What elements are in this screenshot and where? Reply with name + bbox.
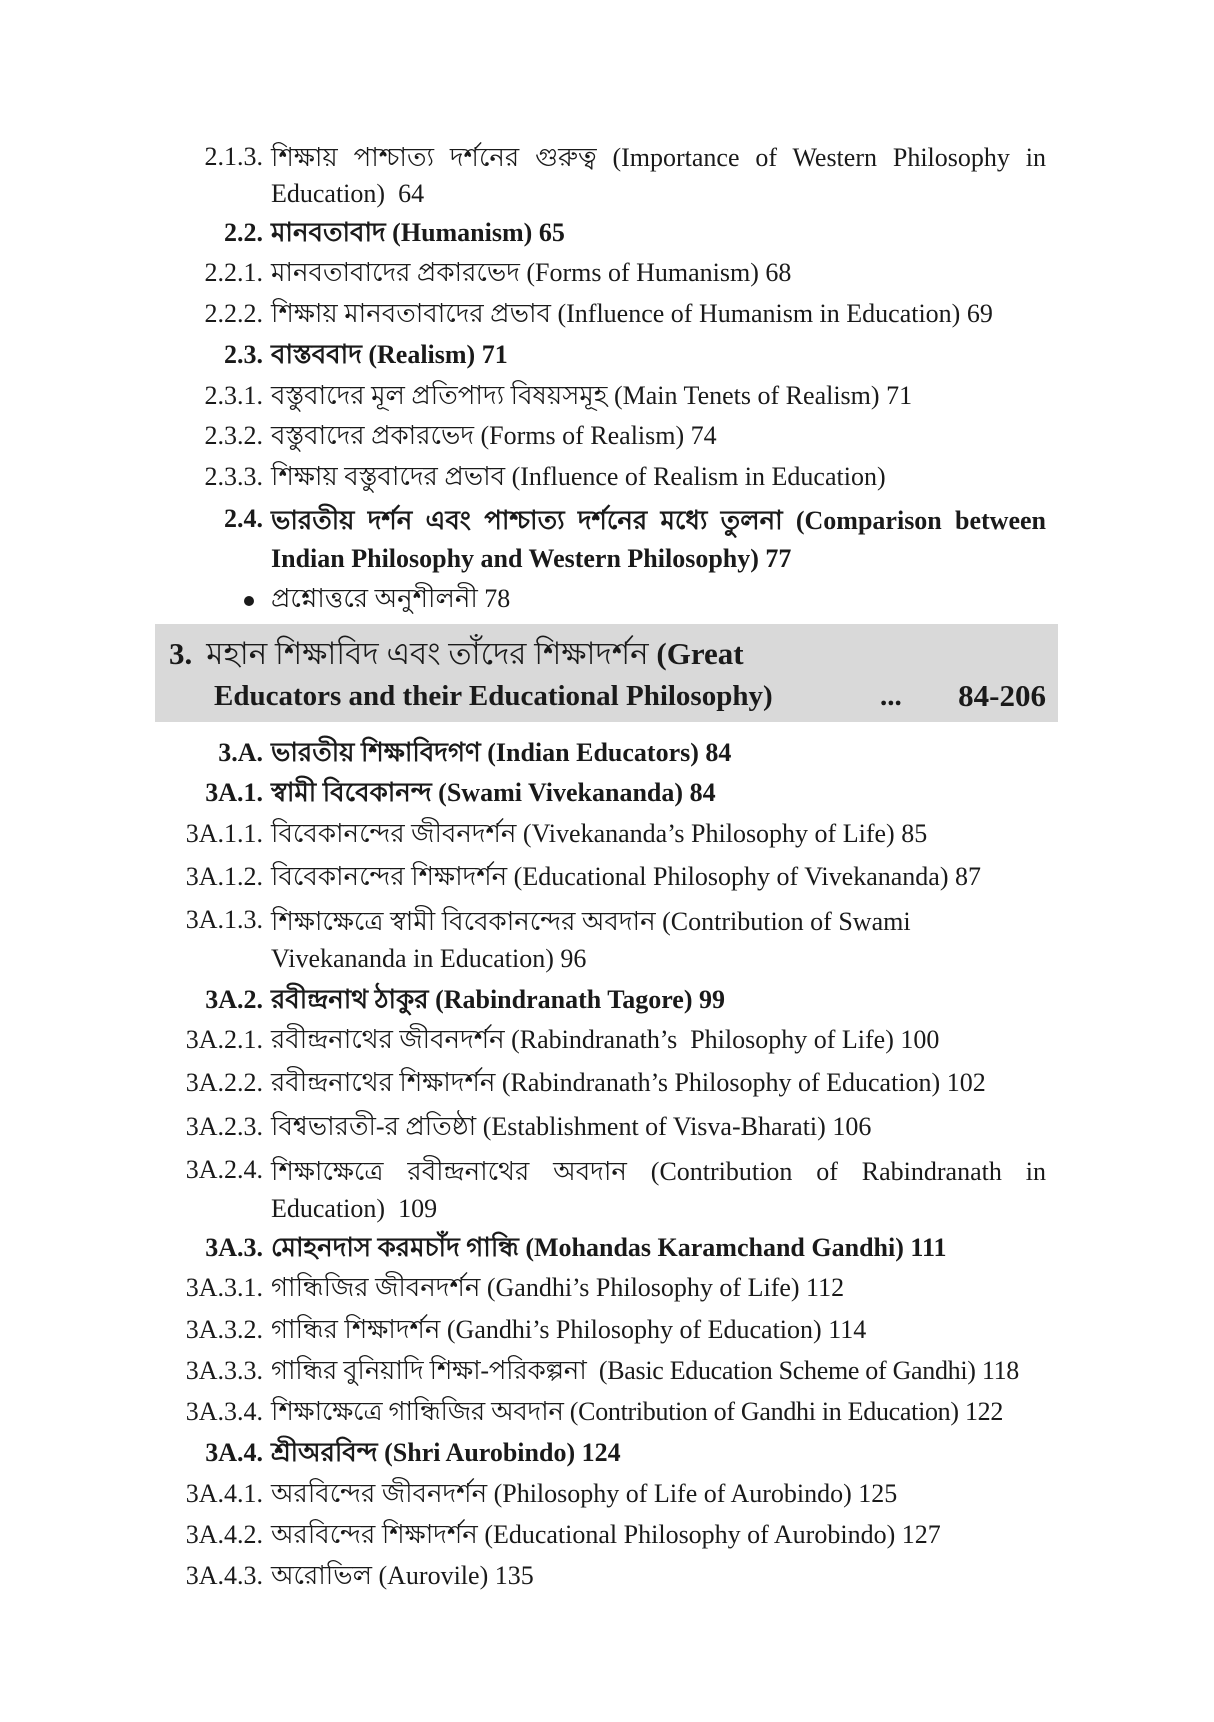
entry-text: গান্ধির শিক্ষাদর্শন (Gandhi’s Philosophy of Education) 114	[271, 1315, 867, 1344]
entry-page: 127	[901, 1520, 941, 1549]
entry-number: 3A.4.3.	[185, 1561, 263, 1590]
chapter-heading-band	[155, 624, 1058, 722]
chapter-page-range: 84-206	[958, 678, 1046, 713]
entry-number: 3A.2.	[205, 985, 263, 1014]
entry-text: অরবিন্দের শিক্ষাদর্শন (Educational Philosophy of Aurobindo) 127	[271, 1520, 941, 1549]
chapter-number: 3.	[169, 636, 193, 671]
chapter-title-en-start: (Great	[656, 636, 744, 671]
entry-number: 2.2.2.	[204, 299, 263, 328]
bullet-dot-icon	[244, 596, 254, 606]
entry-text: গান্ধিজির জীবনদর্শন (Gandhi’s Philosophy of Life) 112	[271, 1273, 845, 1302]
entry-number: 2.3.1.	[204, 381, 263, 410]
entry-number: 3A.1.1.	[185, 819, 263, 848]
entry-number: 2.3.2.	[204, 421, 263, 450]
entry-number: 3A.2.2.	[185, 1068, 263, 1097]
entry-page: 87	[954, 862, 981, 891]
chapter-title-line1	[169, 636, 744, 672]
entry-page: 109	[398, 1194, 438, 1223]
entry-page: 102	[946, 1068, 986, 1097]
entry-number: 2.3.3.	[204, 462, 263, 491]
entry-number: 3A.1.2.	[185, 862, 263, 891]
entry-page: 64	[398, 179, 425, 208]
entry-page: 112	[806, 1273, 845, 1302]
chapter-title-bn: মহান শিক্ষাবিদ এবং তাঁদের শিক্ষাদর্শন	[206, 636, 649, 671]
entry-number: 3A.3.2.	[185, 1315, 263, 1344]
entry-text: রবীন্দ্রনাথ ঠাকুর (Rabindranath Tagore) 99	[271, 985, 725, 1014]
entry-page: 68	[765, 258, 792, 287]
entry-text: ভারতীয় দর্শন এবং পাশ্চাত্য দর্শনের মধ্যে তুলনা (Comparison between Indian Philosophy and Western Philosophy) 77	[271, 506, 1046, 573]
entry-page: 111	[910, 1233, 947, 1262]
entry-number: 3A.4.2.	[185, 1520, 263, 1549]
entry-text: শিক্ষায় পাশ্চাত্য দর্শনের গুরুত্ব (Importance of Western Philosophy in Education) 64	[271, 143, 1046, 208]
entry-page: 71	[886, 381, 913, 410]
entry-page: 135	[494, 1561, 534, 1590]
entry-text: মানবতাবাদ (Humanism) 65	[271, 218, 565, 247]
entry-number: 3A.4.1.	[185, 1479, 263, 1508]
entry-page: 84	[689, 778, 716, 807]
entry-number: 3.A.	[218, 738, 263, 767]
entry-number: 3A.3.4.	[185, 1397, 263, 1426]
entry-page: 78	[484, 584, 511, 613]
entry-text: প্রশ্নোত্তরে অনুশীলনী 78	[271, 584, 511, 613]
entry-text: বাস্তববাদ (Realism) 71	[271, 340, 508, 369]
entry-page: 125	[858, 1479, 898, 1508]
entry-text: বিবেকানন্দের জীবনদর্শন (Vivekananda’s Philosophy of Life) 85	[271, 819, 928, 848]
entry-page: 74	[690, 421, 717, 450]
entry-text: শিক্ষাক্ষেত্রে স্বামী বিবেকানন্দের অবদান (Contribution of Swami Vivekananda in Education) 96	[271, 907, 911, 973]
entry-text: রবীন্দ্রনাথের জীবনদর্শন (Rabindranath’s Philosophy of Life) 100	[271, 1025, 940, 1054]
entry-number: 3A.2.4.	[185, 1155, 263, 1184]
entry-text: বস্তুবাদের মূল প্রতিপাদ্য বিষয়সমূহ (Main Tenets of Realism) 71	[271, 381, 913, 410]
entry-text: গান্ধির বুনিয়াদি শিক্ষা-পরিকল্পনা (Basic Education Scheme of Gandhi) 118	[271, 1356, 1020, 1385]
entry-number: 2.1.3.	[204, 142, 263, 171]
chapter-leader: ...	[880, 680, 902, 712]
entry-number: 3A.4.	[205, 1438, 263, 1467]
entry-page: 100	[900, 1025, 940, 1054]
entry-page: 114	[828, 1315, 867, 1344]
entry-number: 3A.3.	[205, 1233, 263, 1262]
entry-page: 77	[765, 544, 792, 573]
entry-page: 96	[560, 944, 587, 973]
entry-text: শিক্ষায় বস্তুবাদের প্রভাব (Influence of Realism in Education)	[271, 462, 886, 491]
entry-page: 122	[964, 1397, 1004, 1426]
entry-number: 3A.1.3.	[185, 905, 263, 934]
entry-text: বিশ্বভারতী-র প্রতিষ্ঠা (Establishment of Visva-Bharati) 106	[271, 1112, 872, 1141]
entry-text: মানবতাবাদের প্রকারভেদ (Forms of Humanism) 68	[271, 258, 792, 287]
entry-number: 3A.1.	[205, 778, 263, 807]
entry-text: রবীন্দ্রনাথের শিক্ষাদর্শন (Rabindranath’s Philosophy of Education) 102	[271, 1068, 986, 1097]
entry-text: অরবিন্দের জীবনদর্শন (Philosophy of Life of Aurobindo) 125	[271, 1479, 898, 1508]
entry-text: ভারতীয় শিক্ষাবিদগণ (Indian Educators) 84	[271, 738, 732, 767]
entry-number: 3A.2.1.	[185, 1025, 263, 1054]
entry-page: 99	[698, 985, 725, 1014]
entry-page: 118	[981, 1356, 1020, 1385]
entry-number: 2.2.1.	[204, 258, 263, 287]
entry-number: 3A.3.3.	[185, 1356, 263, 1385]
entry-text: শিক্ষাক্ষেত্রে গান্ধিজির অবদান (Contribution of Gandhi in Education) 122	[271, 1397, 1004, 1426]
entry-text: মোহনদাস করমচাঁদ গান্ধি (Mohandas Karamchand Gandhi) 111	[271, 1233, 947, 1262]
chapter-title-en: Educators and their Educational Philosophy)	[214, 680, 773, 712]
entry-text: বস্তুবাদের প্রকারভেদ (Forms of Realism) 74	[271, 421, 717, 450]
entry-number: 3A.3.1.	[185, 1273, 263, 1302]
entry-page: 106	[832, 1112, 872, 1141]
entry-page: 71	[481, 340, 508, 369]
entry-number: 3A.2.3.	[185, 1112, 263, 1141]
entry-text: স্বামী বিবেকানন্দ (Swami Vivekananda) 84	[271, 778, 716, 807]
entry-page: 65	[538, 218, 565, 247]
entry-page: 85	[901, 819, 928, 848]
entry-page: 84	[705, 738, 732, 767]
entry-text: শ্রীঅরবিন্দ (Shri Aurobindo) 124	[271, 1438, 621, 1467]
entry-text: অরোভিল (Aurovile) 135	[271, 1561, 534, 1590]
entry-text: শিক্ষাক্ষেত্রে রবীন্দ্রনাথের অবদান (Contribution of Rabindranath in Education) 109	[271, 1157, 1046, 1223]
entry-number: 2.2.	[224, 218, 263, 247]
entry-page: 69	[966, 299, 993, 328]
entry-text: শিক্ষায় মানবতাবাদের প্রভাব (Influence of Humanism in Education) 69	[271, 299, 993, 328]
entry-number: 2.3.	[224, 340, 263, 369]
entry-text: বিবেকানন্দের শিক্ষাদর্শন (Educational Philosophy of Vivekananda) 87	[271, 862, 981, 891]
entry-number: 2.4.	[224, 504, 263, 533]
entry-page: 124	[581, 1438, 621, 1467]
